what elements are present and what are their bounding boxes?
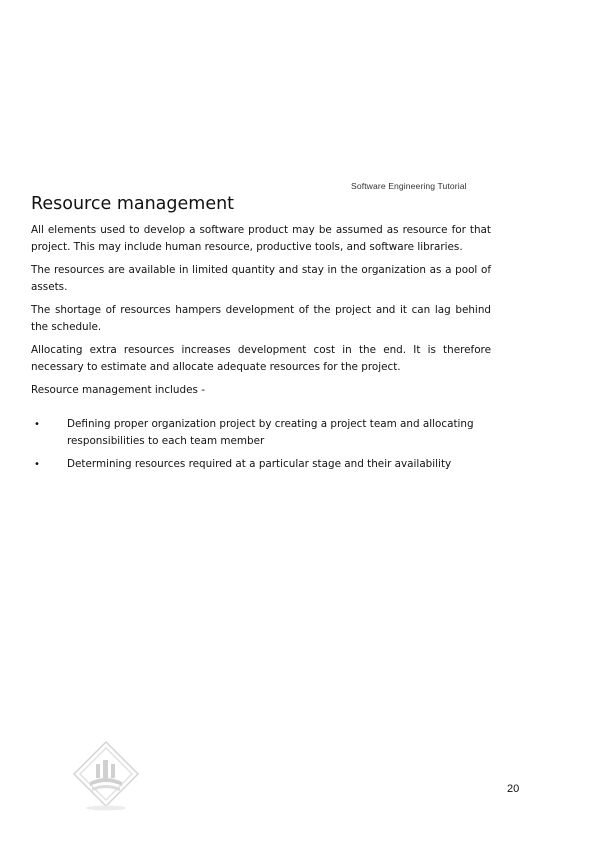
paragraph: All elements used to develop a software product may be assumed as resource for that project. This may include human resource, productive tools, and software libraries. xyxy=(31,224,491,253)
paragraph: The resources are available in limited quantity and stay in the organization as a pool of assets. xyxy=(31,264,491,293)
watermark-logo-icon xyxy=(72,740,140,812)
section-body xyxy=(31,222,491,479)
list-item xyxy=(31,456,491,473)
bullet-list xyxy=(31,416,491,473)
bullet-icon: • xyxy=(34,459,40,470)
paragraph: The shortage of resources hampers development of the project and it can lag behind the schedule. xyxy=(31,304,491,333)
paragraph: Allocating extra resources increases development cost in the end. It is therefore necessary to estimate and allocate adequate resources for the project. xyxy=(31,344,491,373)
list-item-text: Defining proper organization project by creating a project team and allocating responsibilities to each team member xyxy=(67,418,474,447)
running-header: Software Engineering Tutorial xyxy=(351,181,467,191)
list-item xyxy=(31,416,491,450)
paragraph: Resource management includes - xyxy=(31,384,205,396)
section-title: Resource management xyxy=(31,194,235,214)
bullet-icon: • xyxy=(34,419,40,430)
page-number: 20 xyxy=(507,783,520,795)
list-item-text: Determining resources required at a particular stage and their availability xyxy=(67,458,452,470)
